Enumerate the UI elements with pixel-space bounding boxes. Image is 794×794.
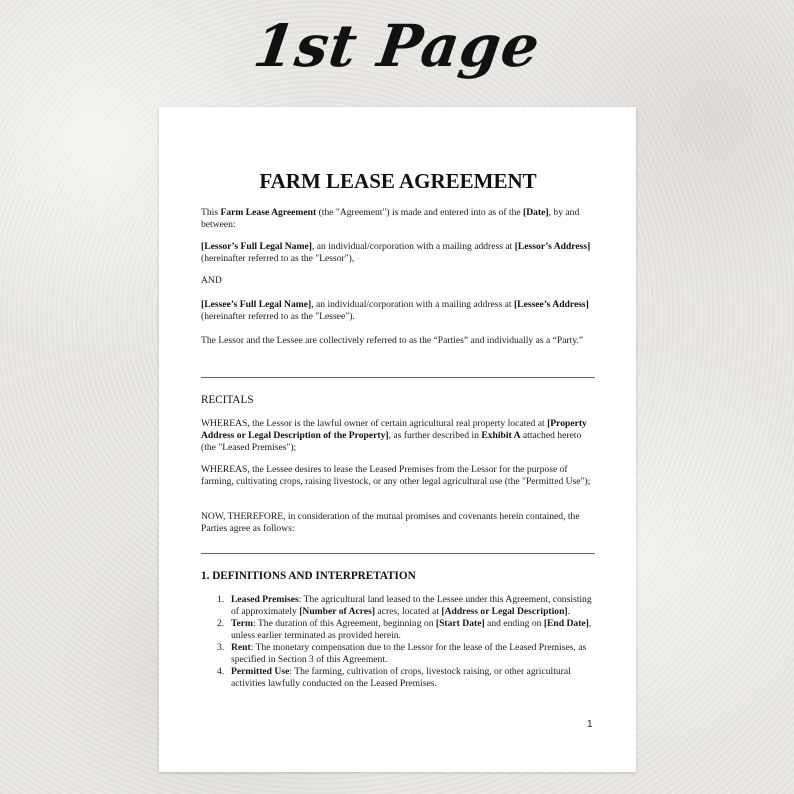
lessee-paragraph [201, 299, 595, 323]
agreement-name: Farm Lease Agreement [220, 207, 317, 218]
defined-term: Term [231, 618, 254, 629]
lessee-text: (hereinafter referred to as the "Lessee"). [201, 311, 355, 322]
section-divider [201, 553, 595, 554]
date-placeholder: [Date] [523, 207, 549, 218]
intro-text: This [201, 207, 221, 218]
intro-text: , by and between: [201, 207, 580, 230]
address-placeholder: [Address or Legal Description] [441, 606, 568, 617]
section-divider [201, 377, 595, 378]
parties-paragraph: The Lessor and the Lessee are collectively referred to as the “Parties” and individually as a “Party.” [201, 335, 584, 346]
list-item [201, 642, 595, 666]
document-title: FARM LEASE AGREEMENT [259, 169, 537, 193]
lessor-name-placeholder: [Lessor’s Full Legal Name] [201, 241, 312, 252]
defined-term: Rent [231, 642, 251, 653]
lessor-paragraph [201, 241, 595, 265]
list-item [201, 594, 595, 618]
definition-text: : The farming, cultivation of crops, livestock raising, or other agricultural activities lawfully conducted on the Leased Premises. [231, 666, 571, 689]
page-banner-title: 1st Page [249, 12, 545, 80]
list-number: 3. [217, 642, 225, 653]
acres-placeholder: [Number of Acres] [299, 606, 376, 617]
page-number: 1 [587, 719, 593, 730]
lessee-address-placeholder: [Lessee’s Address] [513, 299, 589, 310]
whereas-paragraph-1 [201, 418, 595, 454]
exhibit-reference: Exhibit A [481, 430, 521, 441]
recital-text: WHEREAS, the Lessor is the lawful owner of certain agricultural real property located at [201, 418, 548, 429]
list-item [201, 618, 595, 642]
list-number: 2. [217, 618, 225, 629]
section-1-heading: 1. DEFINITIONS AND INTERPRETATION [201, 570, 416, 582]
start-date-placeholder: [Start Date] [435, 618, 485, 629]
and-label: AND [201, 275, 222, 286]
definition-text: acres, located at [375, 606, 442, 617]
definitions-list [201, 594, 595, 690]
definition-text: : The duration of this Agreement, beginning on [253, 618, 436, 629]
definition-text: : The monetary compensation due to the Lessor for the lease of the Leased Premises, as specified in Section 3 of this Agreement. [231, 642, 587, 665]
list-number: 4. [217, 666, 225, 677]
recital-text: , as further described in [388, 430, 482, 441]
definition-text: : The agricultural land leased to the Lessee under this Agreement, consisting of approximately [231, 594, 592, 617]
defined-term: Permitted Use [231, 666, 290, 677]
lessor-text: (hereinafter referred to as the "Lessor"), [201, 253, 355, 264]
definition-text: and ending on [484, 618, 544, 629]
intro-text: (the "Agreement") is made and entered into as of the [316, 207, 524, 218]
list-item [201, 666, 595, 690]
therefore-paragraph: NOW, THEREFORE, in consideration of the mutual promises and covenants herein contained, the Parties agree as follows: [201, 511, 580, 534]
property-placeholder: [Property Address or Legal Description of the Property] [201, 418, 587, 441]
defined-term: Leased Premises [231, 594, 299, 605]
lessor-address-placeholder: [Lessor’s Address] [514, 241, 591, 252]
lessor-text: , an individual/corporation with a mailing address at [311, 241, 515, 252]
lessee-text: , an individual/corporation with a mailing address at [311, 299, 514, 310]
intro-paragraph [201, 207, 595, 231]
end-date-placeholder: [End Date] [543, 618, 589, 629]
list-number: 1. [217, 594, 225, 605]
document-page [159, 107, 636, 772]
definition-text: , unless earlier terminated as provided herein. [231, 618, 592, 641]
definition-text: . [567, 606, 571, 617]
whereas-paragraph-2: WHEREAS, the Lessee desires to lease the Leased Premises from the Lessor for the purpose of farming, cultivating crops, raising livestock, or any other legal agricultural use (the "Permitted Use"); [201, 464, 591, 487]
recitals-heading: RECITALS [201, 394, 254, 406]
recital-text: attached hereto (the "Leased Premises"); [201, 430, 582, 453]
lessee-name-placeholder: [Lessee’s Full Legal Name] [201, 299, 312, 310]
